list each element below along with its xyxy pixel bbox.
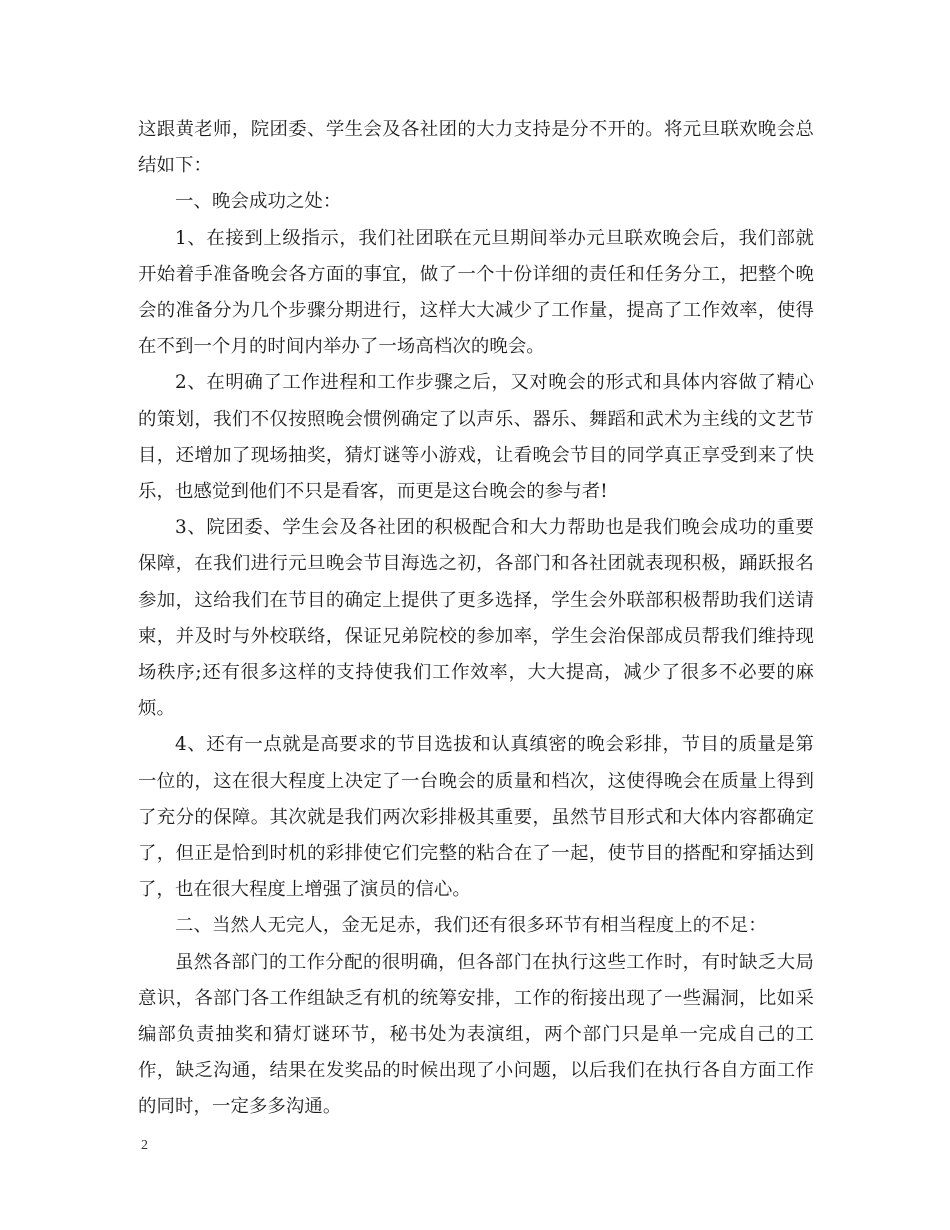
heading-successes: 一、晚会成功之处：	[175, 191, 342, 213]
paragraph-shortcomings: 虽然各部门的工作分配的很明确，但各部门在执行这些工作时，有时缺乏大局意识，各部门各工作组缺乏有机的统筹安排，工作的衔接出现了一些漏洞，比如采编部负责抽奖和猜灯谜环节，秘书处为表演组，两个部门只是单一完成自己的工作，缺乏沟通，结果在发奖品的时候出现了小问题，以后我们在执行各自方面工作的同时，一定多多沟通。	[138, 951, 814, 1118]
document-body	[138, 112, 814, 1126]
page-number: 2	[141, 1138, 148, 1153]
paragraph-success-4: 4、还有一点就是高要求的节目选拔和认真缜密的晚会彩排，节目的质量是第一位的，这在很大程度上决定了一台晚会的质量和档次，这使得晚会在质量上得到了充分的保障。其次就是我们两次彩排极其重要，虽然节目形式和大体内容都确定了，但正是恰到时机的彩排使它们完整的粘合在了一起，使节目的搭配和穿插达到了，也在很大程度上增强了演员的信心。	[138, 734, 814, 901]
paragraph-success-1: 1、在接到上级指示，我们社团联在元旦期间举办元旦联欢晚会后，我们部就开始着手准备晚会各方面的事宜，做了一个十份详细的责任和任务分工，把整个晚会的准备分为几个步骤分期进行，这样大大减少了工作量，提高了工作效率，使得在不到一个月的时间内举办了一场高档次的晚会。	[138, 227, 814, 358]
heading-shortcomings: 二、当然人无完人，金无足赤，我们还有很多环节有相当程度上的不足：	[175, 915, 767, 937]
paragraph-success-3: 3、院团委、学生会及各社团的积极配合和大力帮助也是我们晚会成功的重要保障，在我们进行元旦晚会节目海选之初，各部门和各社团就表现积极，踊跃报名参加，这给我们在节目的确定上提供了更多选择，学生会外联部积极帮助我们送请柬，并及时与外校联络，保证兄弟院校的参加率，学生会治保部成员帮我们维持现场秩序;还有很多这样的支持使我们工作效率，大大提高，减少了很多不必要的麻烦。	[138, 517, 814, 720]
paragraph-success-2: 2、在明确了工作进程和工作步骤之后，又对晚会的形式和具体内容做了精心的策划，我们不仅按照晚会惯例确定了以声乐、器乐、舞蹈和武术为主线的文艺节目，还增加了现场抽奖，猜灯谜等小游戏，让看晚会节目的同学真正享受到来了快乐，也感觉到他们不只是看客，而更是这台晚会的参与者!	[138, 372, 814, 503]
paragraph-intro: 这跟黄老师，院团委、学生会及各社团的大力支持是分不开的。将元旦联欢晚会总结如下：	[138, 119, 814, 177]
